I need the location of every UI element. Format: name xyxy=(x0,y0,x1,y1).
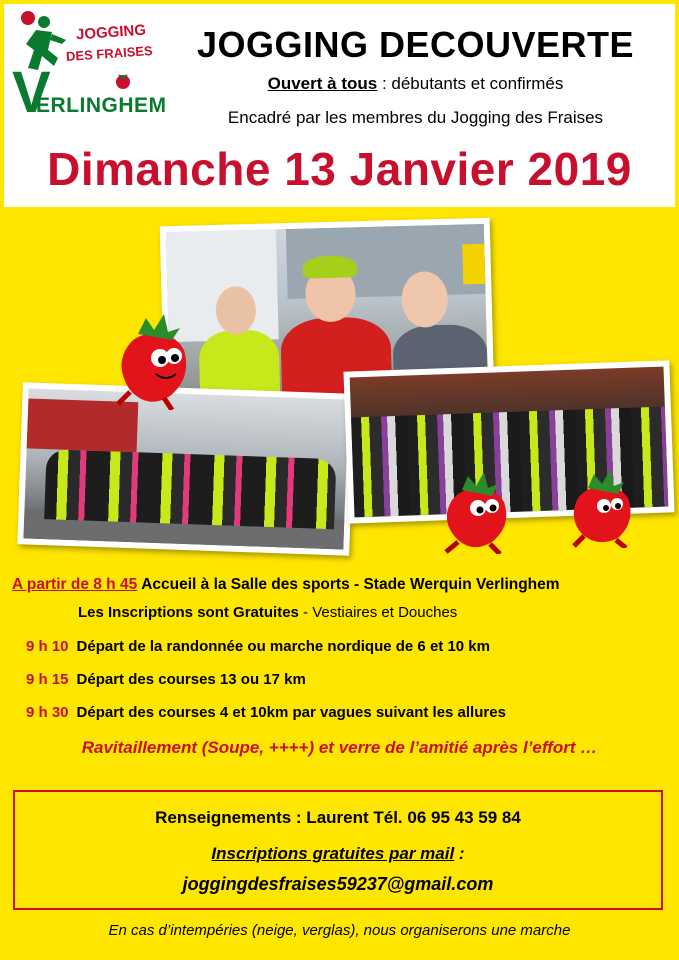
schedule-time: 9 h 10 xyxy=(26,638,69,655)
open-label: Ouvert à tous xyxy=(267,74,378,93)
open-to-all-line xyxy=(156,74,675,94)
supervised-line: Encadré par les membres du Jogging des Fraises xyxy=(227,108,604,127)
start-text: Accueil à la Salle des sports - Stade Werquin Verlinghem xyxy=(141,576,560,593)
page-title: JOGGING DECOUVERTE xyxy=(196,24,635,65)
mail-suffix: : xyxy=(454,844,465,863)
logo-text-fraises: DES FRAISES xyxy=(65,42,154,65)
schedule-time: 9 h 30 xyxy=(26,704,69,721)
logo-text-verlinghem: ERLINGHEM xyxy=(36,94,167,117)
logo-text-jogging: JOGGING xyxy=(75,21,147,44)
logo-initial: V xyxy=(12,60,51,125)
schedule-text: Départ des courses 4 et 10km par vagues suivant les allures xyxy=(76,704,506,721)
free-text: Les Inscriptions sont Gratuites xyxy=(78,604,299,621)
facilities-text: - Vestiaires et Douches xyxy=(298,604,458,621)
refreshments-line: Ravitaillement (Soupe, ++++) et verre de l’amitié après l’effort … xyxy=(81,738,598,757)
event-date: Dimanche 13 Janvier 2019 xyxy=(47,143,632,195)
free-registration-line xyxy=(78,604,457,621)
contact-email[interactable]: joggingdesfraises59237@gmail.com xyxy=(182,874,494,894)
contact-info: Renseignements : Laurent Tél. 06 95 43 59 84 xyxy=(155,808,521,827)
start-line xyxy=(12,576,560,594)
schedule-item xyxy=(26,704,506,721)
weather-note: En cas d’intempéries (neige, verglas), nous organiserons une marche xyxy=(108,922,571,939)
mail-label-line xyxy=(15,844,661,864)
strawberry-mascot-icon xyxy=(566,468,646,548)
start-time-label: A partir de 8 h 45 xyxy=(12,576,138,593)
schedule-text: Départ des courses 13 ou 17 km xyxy=(76,671,306,688)
strawberry-mascot-icon xyxy=(108,306,200,410)
strawberry-small-icon xyxy=(114,72,132,90)
schedule-time: 9 h 15 xyxy=(26,671,69,688)
schedule-text: Départ de la randonnée ou marche nordique de 6 et 10 km xyxy=(76,638,490,655)
club-logo xyxy=(10,8,167,126)
header-panel xyxy=(4,4,675,207)
schedule-item xyxy=(26,638,490,655)
open-rest: : débutants et confirmés xyxy=(377,74,564,93)
schedule-item xyxy=(26,671,306,688)
mail-label: Inscriptions gratuites par mail xyxy=(211,844,455,863)
strawberry-mascot-icon xyxy=(438,468,522,554)
contact-box xyxy=(13,790,663,910)
